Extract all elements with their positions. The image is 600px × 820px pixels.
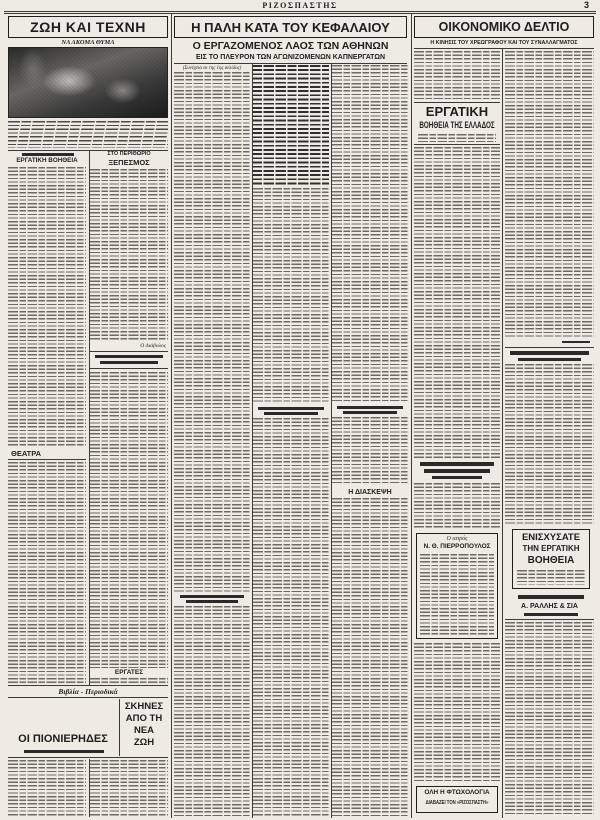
company-ad-text [505, 622, 594, 816]
main-headline: Ο ΕΡΓΑΖΟΜΕΝΟΣ ΛΑΟΣ ΤΩΝ ΑΘΗΝΩΝ [192, 40, 389, 52]
factory-article-text [505, 364, 594, 526]
workers-title: ΕΡΓΑΤΕΣ [114, 669, 144, 676]
margin-signature: Ο Διάβολος [140, 343, 166, 349]
page-number: 3 [584, 0, 590, 10]
conference-article-text [332, 498, 408, 816]
section-rule [8, 685, 168, 686]
illegible-headline [264, 412, 318, 415]
theatres-title: ΘΕΑΤΡΑ [11, 449, 42, 458]
economic-workers-aid-line2-wrap [414, 121, 500, 132]
workers-notice-text [90, 678, 168, 684]
illegible-headline [100, 361, 158, 364]
scenes-line: ΑΠΟ ΤΗ [125, 713, 163, 724]
section-rule [414, 48, 594, 49]
column-rule [171, 14, 172, 818]
photo-caption-text [8, 121, 168, 148]
capital-struggle-section-title: Η ΠΑΛΗ ΚΑΤΑ ΤΟΥ ΚΕΦΑΛΑΙΟΥ [191, 19, 390, 35]
economic-bulletin-section-title: ΟΙΚΟΝΟΜΙΚΟ ΔΕΛΤΙΟ [438, 19, 570, 34]
scenes-line: ΣΚΗΝΕΣ [124, 701, 164, 712]
section-rule [414, 144, 500, 145]
workers-aid-subtitle-text [418, 134, 496, 142]
section-rule [90, 351, 168, 352]
meeting-article-text [332, 417, 408, 485]
detainees-article-text [253, 418, 329, 816]
masthead-title: ΡΙΖΟΣΠΑΣΤΗΣ [262, 1, 338, 10]
section-rule [414, 102, 500, 103]
economic-workers-aid-line1: ΕΡΓΑΤΙΚΗ [425, 104, 489, 119]
section-rule [8, 757, 168, 758]
life-art-section-title: ΖΩΗ ΚΑΙ ΤΕΧΝΗ [30, 19, 146, 35]
theatres-listing-text [8, 462, 86, 683]
workers-aid-article-text [8, 167, 86, 447]
illegible-headline [180, 595, 244, 598]
illegible-headline [432, 476, 482, 479]
readers-slogan-line1: ΟΛΗ Η ΦΤΩΧΟΛΟΓΙΑ [424, 789, 490, 796]
economic-bulletin-section-box [414, 16, 594, 38]
readers-slogan-line2-wrap [416, 801, 498, 808]
support-appeal-line: ΒΟΗΘΕΙΑ [527, 555, 575, 566]
market-report-text [505, 51, 594, 338]
tobacco-workers-article-text [174, 72, 250, 592]
books-title: Βιβλία - Περιοδικά [58, 687, 118, 696]
support-appeal-text [517, 570, 585, 585]
pioneers-story-text [90, 760, 168, 816]
section-rule [174, 63, 407, 64]
conference-title: Η ΔΙΑΣΚΕΨΗ [348, 489, 392, 496]
doctor-prefix: Ο ιατρός [446, 536, 468, 542]
economic-workers-aid-line2: ΒΟΗΘΕΙΑ ΤΗΣ ΕΛΛΑΔΟΣ [419, 120, 495, 130]
highlighted-bulletin-text [253, 65, 329, 185]
scenes-line: ΝΕΑ [133, 725, 155, 736]
illegible-ad-line [524, 613, 578, 616]
masthead-rule [4, 11, 596, 12]
section-rule [90, 368, 168, 369]
illegible-headline [424, 469, 490, 473]
margin-article-text [90, 169, 168, 342]
main-subheadline: ΕΙΣ ΤΟ ΠΛΕΥΡΟΝ ΤΩΝ ΑΓΩΝΙΖΟΜΕΝΩΝ ΚΑΠΝΕΡΓΑΤΩΝ [195, 54, 386, 61]
illegible-headline [186, 600, 238, 603]
section-rule [505, 347, 594, 348]
illegible-kicker [22, 153, 74, 156]
theatres-rule [8, 459, 86, 460]
workers-aid-report-text [414, 147, 500, 459]
market-headline: Η ΚΙΝΗΣΙΣ ΤΟΥ ΧΡΕΩΓΡΑΦΟΥ ΚΑΙ ΤΟΥ ΣΥΝΑΛΛΑΓΜΑΤΟΣ [430, 40, 578, 46]
doctor-ad-text [420, 554, 494, 635]
capital-struggle-section-box [174, 16, 407, 38]
article-photo [8, 47, 168, 118]
illegible-ad-line [518, 595, 584, 599]
workers-aid-title: ΕΡΓΑΤΙΚΗ ΒΟΗΘΕΙΑ [16, 157, 78, 164]
illegible-headline [420, 462, 494, 466]
column-rule [502, 49, 503, 818]
tobacco-workers-article-text [253, 188, 329, 404]
pioneers-story-text [8, 760, 86, 816]
illegible-headline [518, 358, 581, 361]
illegible-headline [510, 351, 589, 355]
doctor-name: Ν. Θ. ΠΙΕΡΡΟΠΟΥΛΟΣ [423, 543, 491, 550]
life-art-kicker: ΝΑ ΑΚΟΜΑ ΘΥΜΑ [61, 38, 115, 46]
illegible-headline [343, 411, 397, 414]
tobacco-workers-article-text [174, 606, 250, 816]
masthead-rule-2 [4, 13, 596, 14]
illegible-subtitle [24, 750, 104, 753]
scenes-line: ΖΩΗ [133, 737, 155, 748]
section-rule [505, 619, 594, 620]
margin-title: ΞΕΠΕΣΜΟΣ [108, 158, 150, 167]
illegible-headline [337, 406, 403, 409]
company-name: Α. ΡΑΛΛΗΣ & ΣΙΑ [521, 603, 578, 610]
readers-slogan-line2: ΔΙΑΒΑΖΕΙ ΤΟΝ «ΡΙΖΟΣΠΑΣΤΗ» [425, 800, 489, 806]
illegible-signature [562, 341, 590, 343]
column-rule [411, 14, 412, 818]
illegible-headline [95, 355, 163, 358]
illegible-headline [258, 407, 324, 410]
pioneers-title: ΟΙ ΠΙΟΝΙΕΡΗΔΕΣ [18, 733, 108, 745]
continuation-note: (Συνέχεια εκ της 1ης σελίδος) [182, 66, 242, 71]
section-rule [8, 697, 168, 698]
economic-article-text [414, 643, 500, 783]
support-appeal-line: ΕΝΙΣΧΥΣΑΤΕ [521, 532, 581, 543]
contracts-article-text [414, 483, 500, 530]
tobacco-workers-article-text [332, 65, 408, 403]
cooperatives-article-text [90, 372, 168, 668]
market-report-text [414, 51, 500, 101]
life-art-section-box [8, 16, 168, 38]
support-appeal-line: ΤΗΝ ΕΡΓΑΤΙΚΗ [522, 544, 580, 553]
margin-kicker: ΣΤΟ ΠΕΡΙΘΩΡΙΟ [107, 151, 151, 157]
